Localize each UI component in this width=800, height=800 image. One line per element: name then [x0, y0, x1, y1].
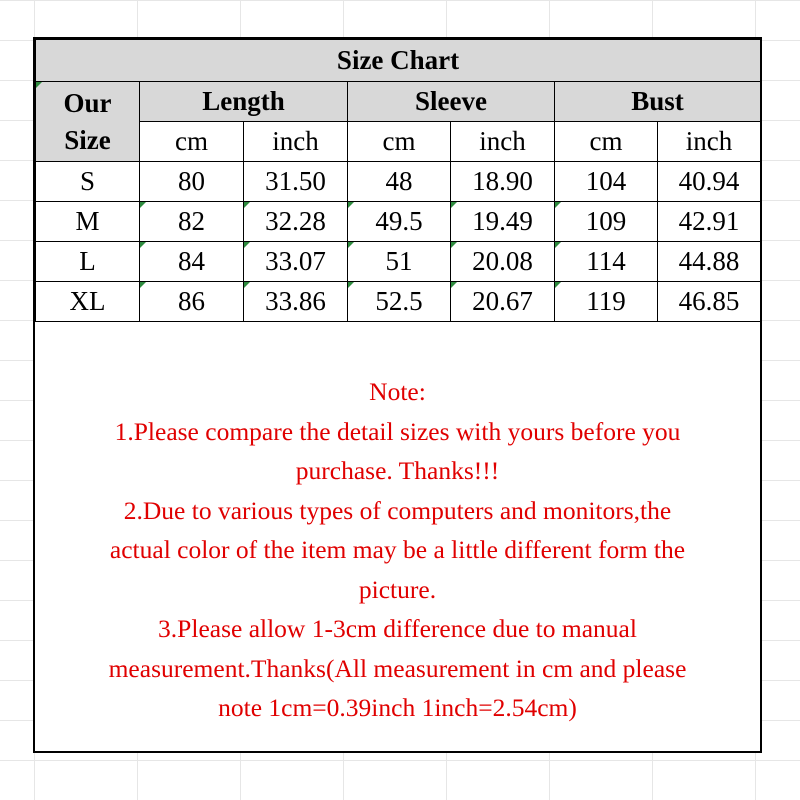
bust-inch-value: 40.94	[658, 162, 761, 202]
bust-cm-value: 114	[555, 242, 658, 282]
our-size-line1: Our	[63, 87, 112, 118]
sleeve-inch-value: 20.67	[451, 282, 555, 322]
table-row	[36, 242, 761, 282]
notes-panel	[35, 324, 760, 751]
bust-cm-value: 119	[555, 282, 658, 322]
sleeve-inch-value: 20.08	[451, 242, 555, 282]
bust-cm-value: 104	[555, 162, 658, 202]
note-line: 1.Please compare the detail sizes with yours before you	[114, 416, 681, 446]
note-line: purchase. Thanks!!!	[295, 456, 500, 485]
sleeve-cm-unit: cm	[348, 122, 451, 162]
bust-inch-value: 46.85	[658, 282, 761, 322]
table-row	[36, 282, 761, 322]
note-heading: Note:	[369, 377, 426, 406]
size-label: M	[36, 202, 140, 242]
size-table	[35, 39, 761, 322]
note-line: picture.	[358, 574, 437, 604]
bust-cm-unit: cm	[555, 122, 658, 162]
length-cm-value: 84	[140, 242, 244, 282]
length-inch-value: 33.07	[244, 242, 348, 282]
table-row	[36, 202, 761, 242]
length-inch-value: 33.86	[244, 282, 348, 322]
length-inch-unit: inch	[244, 122, 348, 162]
note-line: 2.Due to various types of computers and monitors,the	[123, 495, 672, 525]
length-inch-value: 32.28	[244, 202, 348, 242]
note-line: note 1cm=0.39inch 1inch=2.54cm)	[218, 693, 577, 722]
sleeve-cm-value: 52.5	[348, 282, 451, 322]
sleeve-inch-unit: inch	[451, 122, 555, 162]
note-line: 3.Please allow 1-3cm difference due to manual	[158, 614, 637, 643]
note-line: measurement.Thanks(All measurement in cm and please	[108, 653, 687, 683]
sleeve-cm-value: 51	[348, 242, 451, 282]
size-label: L	[36, 242, 140, 282]
length-cm-value: 80	[140, 162, 244, 202]
bust-inch-value: 44.88	[658, 242, 761, 282]
sleeve-inch-value: 19.49	[451, 202, 555, 242]
size-chart	[33, 37, 762, 753]
our-size-header	[36, 82, 140, 162]
chart-title: Size Chart	[36, 40, 761, 82]
our-size-line2: Size	[64, 124, 111, 155]
sleeve-header: Sleeve	[348, 82, 555, 122]
length-cm-value: 82	[140, 202, 244, 242]
bust-inch-unit: inch	[658, 122, 761, 162]
sleeve-cm-value: 49.5	[348, 202, 451, 242]
sleeve-inch-value: 18.90	[451, 162, 555, 202]
bust-inch-value: 42.91	[658, 202, 761, 242]
size-label: XL	[36, 282, 140, 322]
bust-cm-value: 109	[555, 202, 658, 242]
note-line: actual color of the item may be a little different form the	[109, 535, 686, 564]
length-header: Length	[140, 82, 348, 122]
size-label: S	[36, 162, 140, 202]
sleeve-cm-value: 48	[348, 162, 451, 202]
length-cm-value: 86	[140, 282, 244, 322]
length-cm-unit: cm	[140, 122, 244, 162]
length-inch-value: 31.50	[244, 162, 348, 202]
table-row	[36, 162, 761, 202]
bust-header: Bust	[555, 82, 761, 122]
